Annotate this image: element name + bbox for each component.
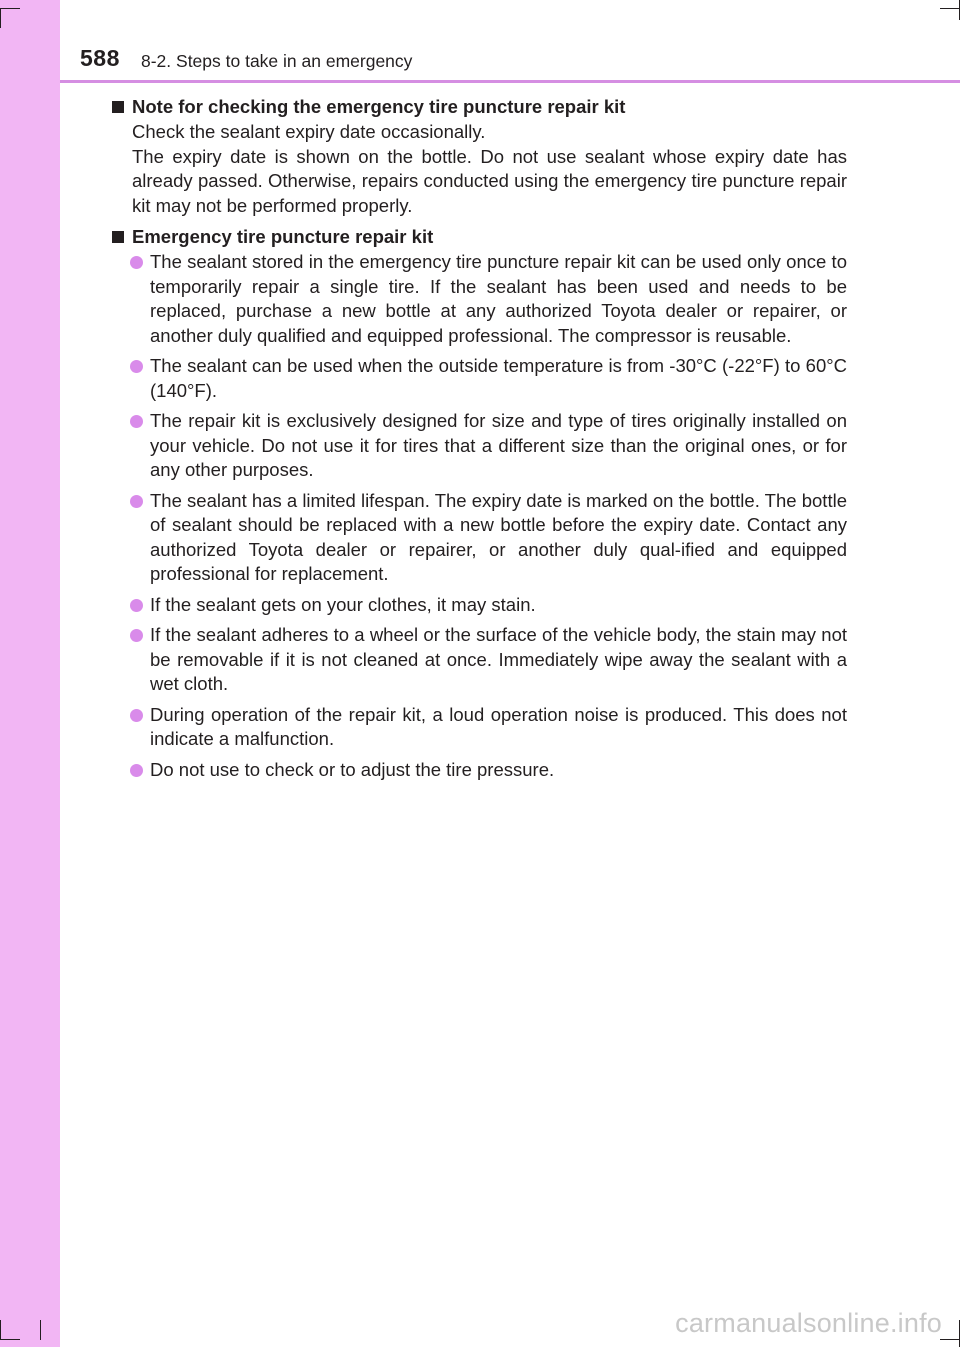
- list-item: [112, 593, 847, 618]
- dot-icon: [130, 360, 143, 373]
- list-item: [112, 409, 847, 483]
- list-item-text: The repair kit is exclusively designed for size and type of tires originally installed on your vehicle. Do not use it for tires that a different size than the original ones, or for any other purposes.: [150, 410, 847, 480]
- repair-kit-section: [112, 224, 847, 782]
- crop-mark: [0, 1339, 20, 1340]
- dot-icon: [130, 415, 143, 428]
- list-item-text: The sealant can be used when the outside temperature is from -30°C (-22°F) to 60°C (140°F).: [150, 355, 847, 401]
- list-item: [112, 489, 847, 587]
- list-item: [112, 623, 847, 697]
- page-content: [112, 94, 847, 788]
- page-number: 588: [80, 45, 120, 71]
- note-body: [112, 120, 847, 218]
- paragraph: Check the sealant expiry date occasionally.: [132, 121, 486, 142]
- list-item-text: If the sealant adheres to a wheel or the surface of the vehicle body, the stain may not be removable if it is not cleaned at once. Immediately wipe away the sealant with a wet cloth.: [150, 624, 847, 694]
- dot-icon: [130, 629, 143, 642]
- heading-text: Note for checking the emergency tire puncture repair kit: [132, 96, 626, 117]
- dot-icon: [130, 764, 143, 777]
- list-item: [112, 703, 847, 752]
- heading-text: Emergency tire puncture repair kit: [132, 226, 434, 247]
- dot-icon: [130, 709, 143, 722]
- section-title: 8-2. Steps to take in an emergency: [141, 51, 413, 71]
- bullet-list: [112, 250, 847, 782]
- square-icon: [112, 231, 124, 243]
- header-rule: [60, 80, 960, 83]
- list-item: [112, 758, 847, 783]
- list-item: [112, 250, 847, 348]
- list-item-text: Do not use to check or to adjust the tire pressure.: [150, 758, 555, 780]
- list-item-text: The sealant has a limited lifespan. The expiry date is marked on the bottle. The bottle of sealant should be replaced with a new bottle before the expiry date. Contact any authorized Toyota dealer or repairer, or another duly qual-ified and equipped professional for replacement.: [150, 489, 847, 584]
- list-item-text: The sealant stored in the emergency tire puncture repair kit can be used only once to temporarily repair a single tire. If the sealant has been used and needs to be replaced, purchase a new bottle at any authorized Toyota dealer or repairer, or another duly qualified and equipped professional. The compressor is reusable.: [150, 251, 847, 346]
- list-item-text: During operation of the repair kit, a loud operation noise is produced. This does not indicate a malfunction.: [150, 703, 847, 749]
- crop-mark: [940, 1339, 960, 1340]
- dot-icon: [130, 256, 143, 269]
- list-item-text: If the sealant gets on your clothes, it may stain.: [150, 593, 536, 615]
- section-heading: [112, 94, 847, 120]
- chapter-side-tab: [0, 0, 60, 1347]
- crop-mark: [40, 1320, 41, 1340]
- note-section: [112, 94, 847, 218]
- list-item: [112, 354, 847, 403]
- crop-mark: [0, 1320, 1, 1340]
- dot-icon: [130, 599, 143, 612]
- section-heading: [112, 224, 847, 250]
- crop-mark: [0, 8, 20, 9]
- crop-mark: [0, 8, 1, 28]
- watermark: carmanualsonline.info: [675, 1308, 942, 1338]
- paragraph: The expiry date is shown on the bottle. Do not use sealant whose expiry date has already passed. Otherwise, repairs conducted using the emergency tire puncture repair kit may not be performed properly.: [132, 145, 847, 216]
- crop-mark: [940, 8, 960, 9]
- square-icon: [112, 101, 124, 113]
- dot-icon: [130, 495, 143, 508]
